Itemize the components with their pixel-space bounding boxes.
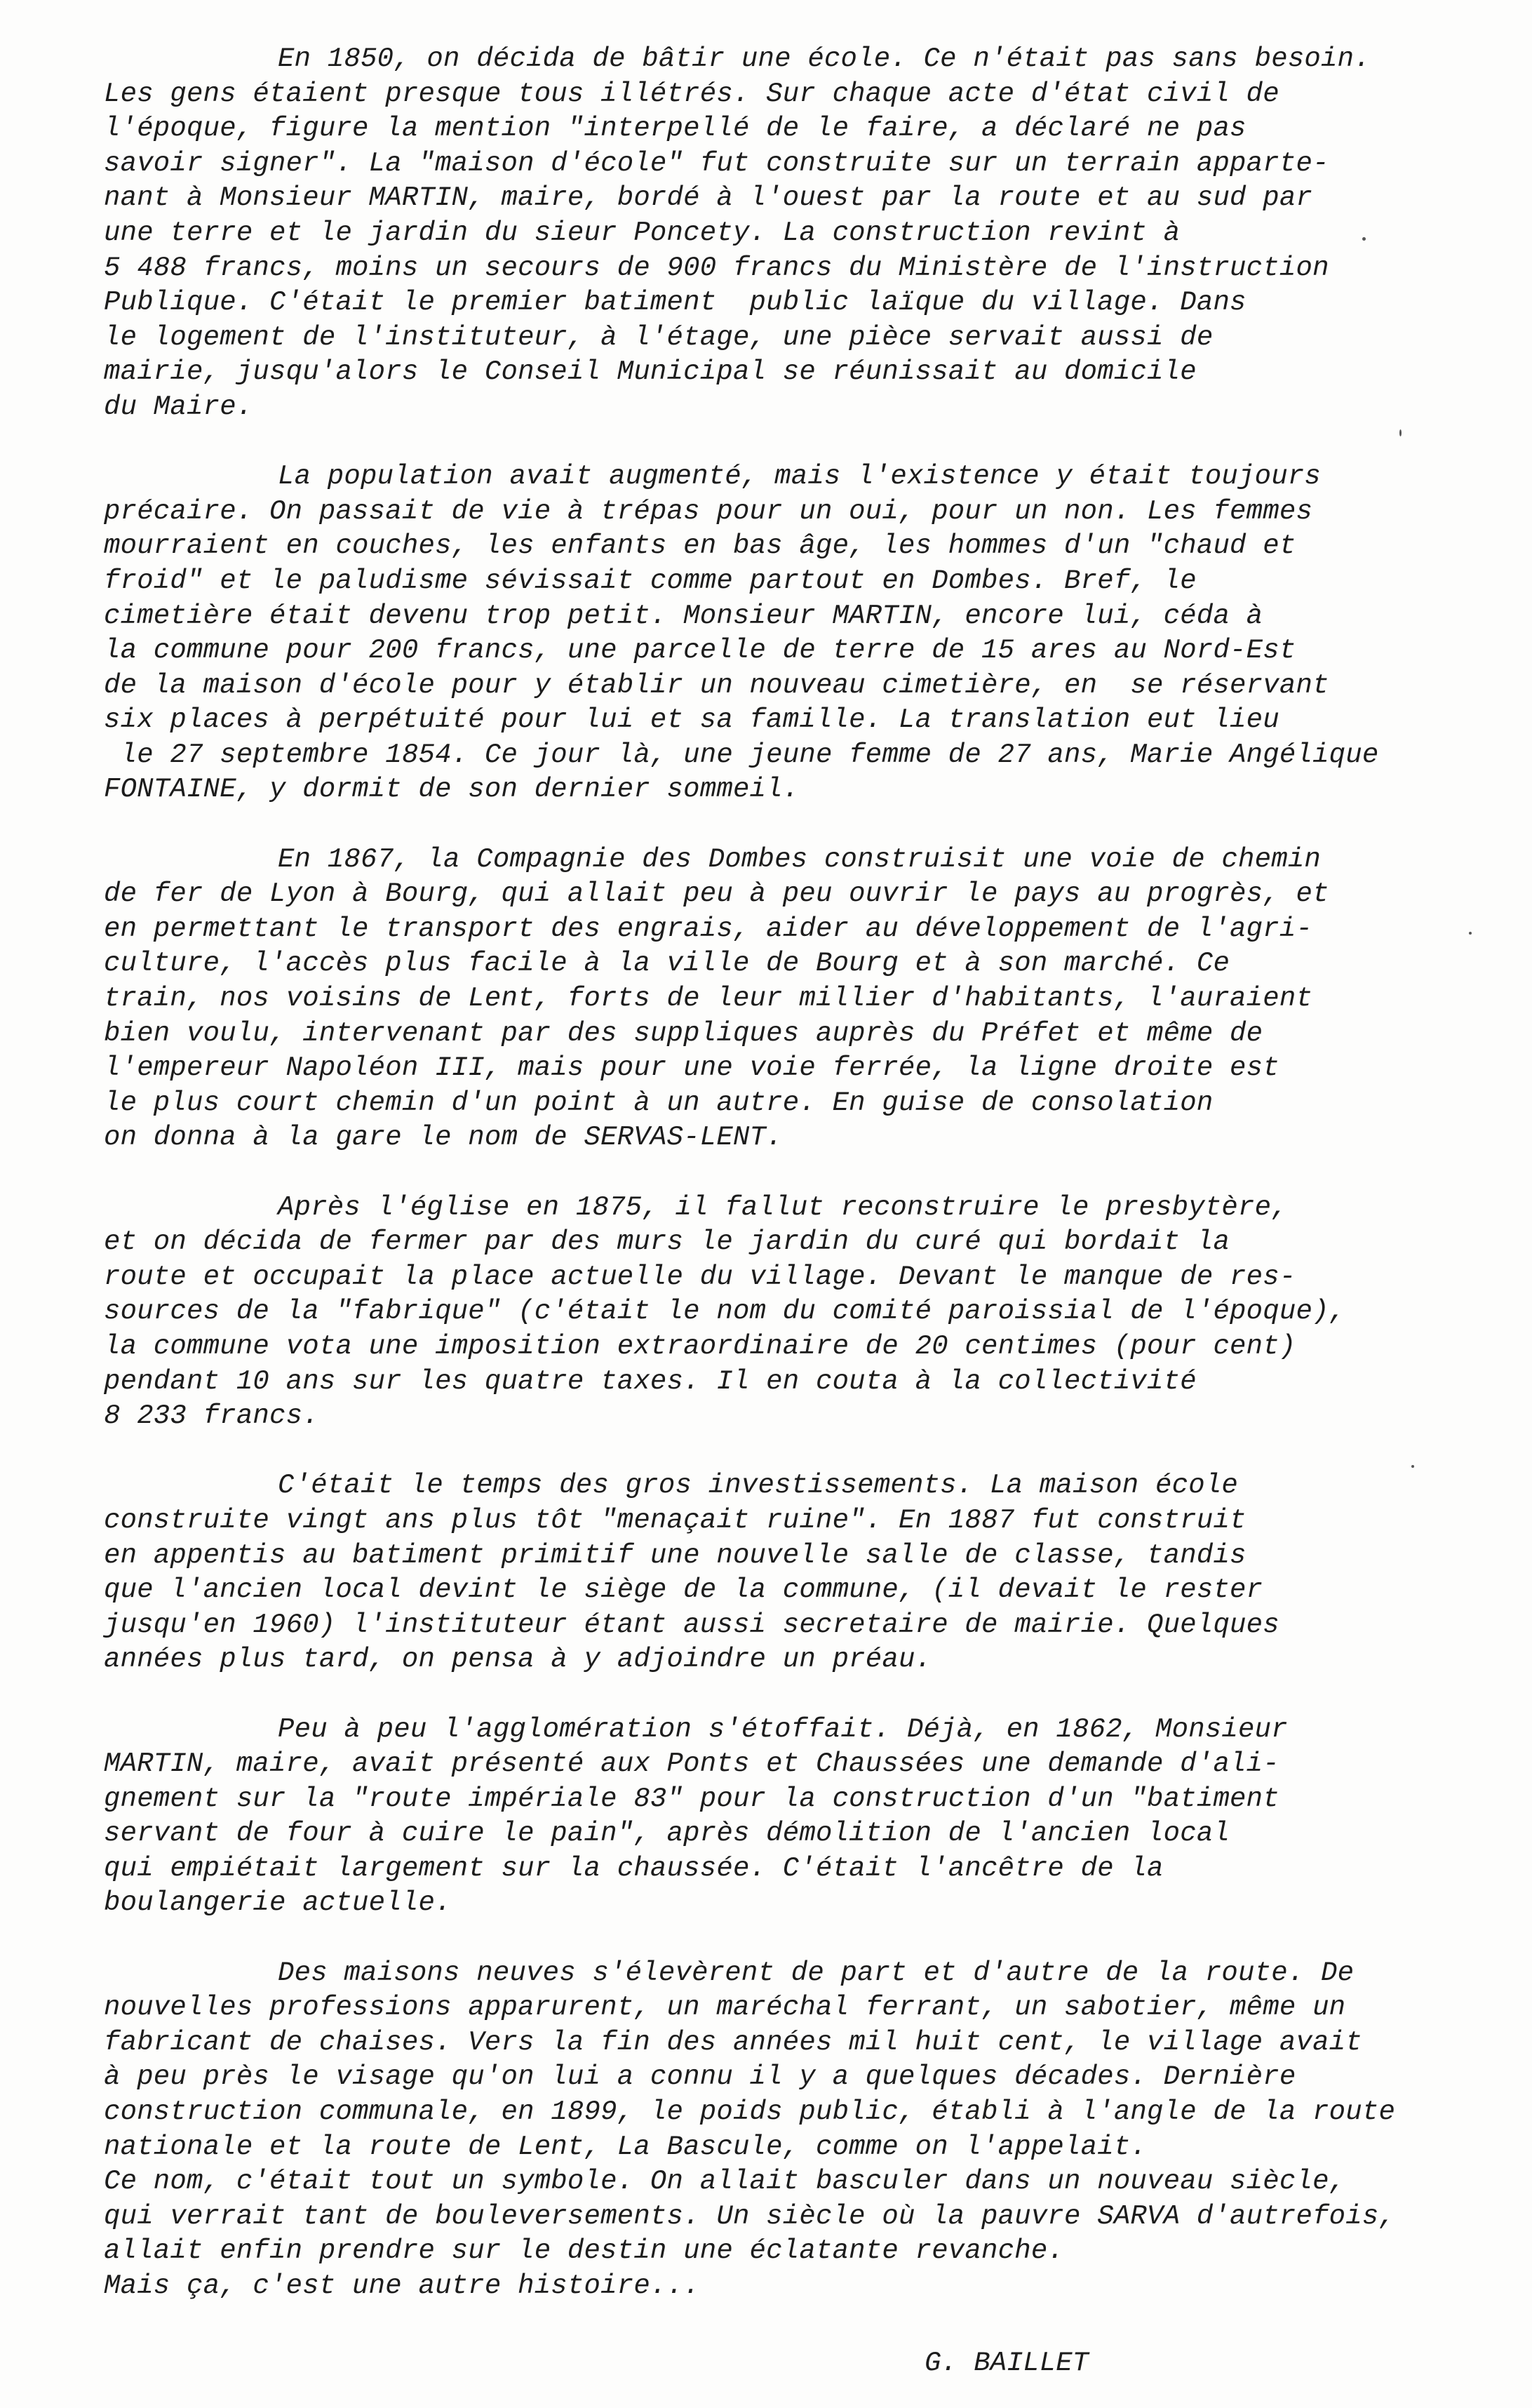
paragraph-line: nant à Monsieur MARTIN, maire, bordé à l'ouest par la route et au sud par — [104, 182, 1313, 214]
paragraph-line: années plus tard, on pensa à y adjoindre un préau. — [104, 1644, 932, 1675]
paragraph-line: la commune pour 200 francs, une parcelle de terre de 15 ares au Nord-Est — [104, 635, 1296, 667]
paragraph-line: 8 233 francs. — [104, 1400, 319, 1432]
paragraph-line: mourraient en couches, les enfants en bas âge, les hommes d'un "chaud et — [104, 530, 1296, 562]
paragraph-first-line: En 1867, la Compagnie des Dombes construisit une voie de chemin — [278, 843, 1322, 875]
paper-speck — [1399, 429, 1402, 436]
paragraph-line: précaire. On passait de vie à trépas pour un oui, pour un non. Les femmes — [104, 495, 1313, 527]
paragraph-line: en appentis au batiment primitif une nouvelle salle de classe, tandis — [104, 1539, 1247, 1571]
paragraph-line: culture, l'accès plus facile à la ville de Bourg et à son marché. Ce — [104, 948, 1230, 979]
paragraph-line: de la maison d'école pour y établir un nouveau cimetière, en se réservant — [104, 669, 1329, 701]
paragraph-first-line: Peu à peu l'agglomération s'étoffait. Déjà, en 1862, Monsieur — [278, 1713, 1288, 1745]
paragraph — [104, 1469, 1479, 1678]
paragraph-first-line: La population avait augmenté, mais l'existence y était toujours — [278, 461, 1322, 493]
paragraph-line: Les gens étaient presque tous illétrés. Sur chaque acte d'état civil de — [104, 78, 1279, 109]
paragraph-line: de fer de Lyon à Bourg, qui allait peu à peu ouvrir le pays au progrès, et — [104, 878, 1329, 910]
paragraph-line: six places à perpétuité pour lui et sa famille. La translation eut lieu — [104, 704, 1279, 736]
paragraph-line: allait enfin prendre sur le destin une éclatante revanche. — [104, 2235, 1065, 2267]
signature: G. BAILLET — [925, 2348, 1089, 2379]
paragraph-line: jusqu'en 1960) l'instituteur étant aussi secretaire de mairie. Quelques — [104, 1609, 1279, 1640]
paragraph-line: une terre et le jardin du sieur Poncety. La construction revint à — [104, 217, 1181, 248]
paragraph-line: la commune vota une imposition extraordinaire de 20 centimes (pour cent) — [104, 1330, 1296, 1362]
paragraph-line: on donna à la gare le nom de SERVAS-LENT. — [104, 1122, 783, 1153]
paragraph-line: cimetière était devenu trop petit. Monsieur MARTIN, encore lui, céda à — [104, 600, 1263, 631]
paragraph — [104, 1713, 1479, 1922]
paragraph-line: route et occupait la place actuelle du village. Devant le manque de res- — [104, 1261, 1296, 1292]
paragraph — [104, 42, 1479, 425]
paragraph — [104, 460, 1479, 808]
paragraph-line: bien voulu, intervenant par des suppliques auprès du Préfet et même de — [104, 1017, 1263, 1049]
paragraph-line: nouvelles professions apparurent, un maréchal ferrant, un sabotier, même un — [104, 1992, 1346, 2024]
paragraph-line: construite vingt ans plus tôt "menaçait ruine". En 1887 fut construit — [104, 1504, 1247, 1536]
paragraph-first-line: C'était le temps des gros investissements. La maison école — [278, 1470, 1239, 1501]
paper-speck — [1411, 1465, 1414, 1468]
paper-speck — [1362, 237, 1366, 241]
paragraph-line: Ce nom, c'était tout un symbole. On allait basculer dans un nouveau siècle, — [104, 2166, 1346, 2198]
paragraph-line: Publique. C'était le premier batiment public laïque du village. Dans — [104, 287, 1247, 319]
paragraph-line: le 27 septembre 1854. Ce jour là, une jeune femme de 27 ans, Marie Angélique — [104, 739, 1379, 770]
paragraph-line: savoir signer". La "maison d'école" fut construite sur un terrain apparte- — [104, 147, 1329, 179]
paper-speck — [1469, 932, 1472, 935]
paragraph-line: construction communale, en 1899, le poids public, établi à l'angle de la route — [104, 2096, 1396, 2128]
paragraph-line: en permettant le transport des engrais, aider au développement de l'agri- — [104, 913, 1313, 944]
paragraph-line: 5 488 francs, moins un secours de 900 francs du Ministère de l'instruction — [104, 252, 1329, 283]
paragraph-line: train, nos voisins de Lent, forts de leur millier d'habitants, l'auraient — [104, 983, 1313, 1015]
paragraph-first-line: Après l'église en 1875, il fallut reconstruire le presbytère, — [278, 1191, 1288, 1223]
paragraph-line: MARTIN, maire, avait présenté aux Ponts et Chaussées une demande d'ali- — [104, 1748, 1279, 1780]
paragraph-line: Mais ça, c'est une autre histoire... — [104, 2270, 700, 2301]
paragraph-line: servant de four à cuire le pain", après démolition de l'ancien local — [104, 1818, 1230, 1850]
paragraph-line: froid" et le paludisme sévissait comme partout en Dombes. Bref, le — [104, 565, 1197, 596]
paragraph-line: gnement sur la "route impériale 83" pour la construction d'un "batiment — [104, 1783, 1279, 1814]
paragraph-line: l'empereur Napoléon III, mais pour une voie ferrée, la ligne droite est — [104, 1052, 1279, 1084]
paragraph-line: le logement de l'instituteur, à l'étage, une pièce servait aussi de — [104, 321, 1214, 353]
paragraph-line: fabricant de chaises. Vers la fin des années mil huit cent, le village avait — [104, 2026, 1362, 2058]
paragraph-line: et on décida de fermer par des murs le jardin du curé qui bordait la — [104, 1226, 1230, 1258]
paragraph-line: que l'ancien local devint le siège de la commune, (il devait le rester — [104, 1574, 1263, 1606]
paragraph-first-line: En 1850, on décida de bâtir une école. Ce n'était pas sans besoin. — [278, 44, 1371, 74]
paragraph-line: FONTAINE, y dormit de son dernier sommeil. — [104, 774, 800, 805]
paragraph-line: nationale et la route de Lent, La Bascule, comme on l'appelait. — [104, 2131, 1148, 2162]
paragraph-line: l'époque, figure la mention "interpellé de le faire, a déclaré ne pas — [104, 113, 1247, 145]
paragraph-line: qui verrait tant de bouleversements. Un siècle où la pauvre SARVA d'autrefois, — [104, 2200, 1396, 2232]
paragraph-line: pendant 10 ans sur les quatre taxes. Il en couta à la collectivité — [104, 1365, 1197, 1397]
paragraph-line: du Maire. — [104, 391, 253, 422]
paragraph — [104, 843, 1479, 1156]
paragraph-line: qui empiétait largement sur la chaussée. C'était l'ancêtre de la — [104, 1852, 1164, 1884]
paragraph-line: à peu près le visage qu'on lui a connu il y a quelques décades. Dernière — [104, 2061, 1296, 2093]
paragraph — [104, 1956, 1479, 2304]
paragraph-first-line: Des maisons neuves s'élevèrent de part et d'autre de la route. De — [278, 1957, 1355, 1988]
paragraph — [104, 1191, 1479, 1434]
paragraph-line: sources de la "fabrique" (c'était le nom du comité paroissial de l'époque), — [104, 1296, 1346, 1327]
paragraph-line: boulangerie actuelle. — [104, 1887, 452, 1919]
paragraph-line: le plus court chemin d'un point à un autre. En guise de consolation — [104, 1087, 1214, 1118]
typescript-body — [104, 42, 1479, 2339]
paragraph-line: mairie, jusqu'alors le Conseil Municipal se réunissait au domicile — [104, 356, 1197, 388]
